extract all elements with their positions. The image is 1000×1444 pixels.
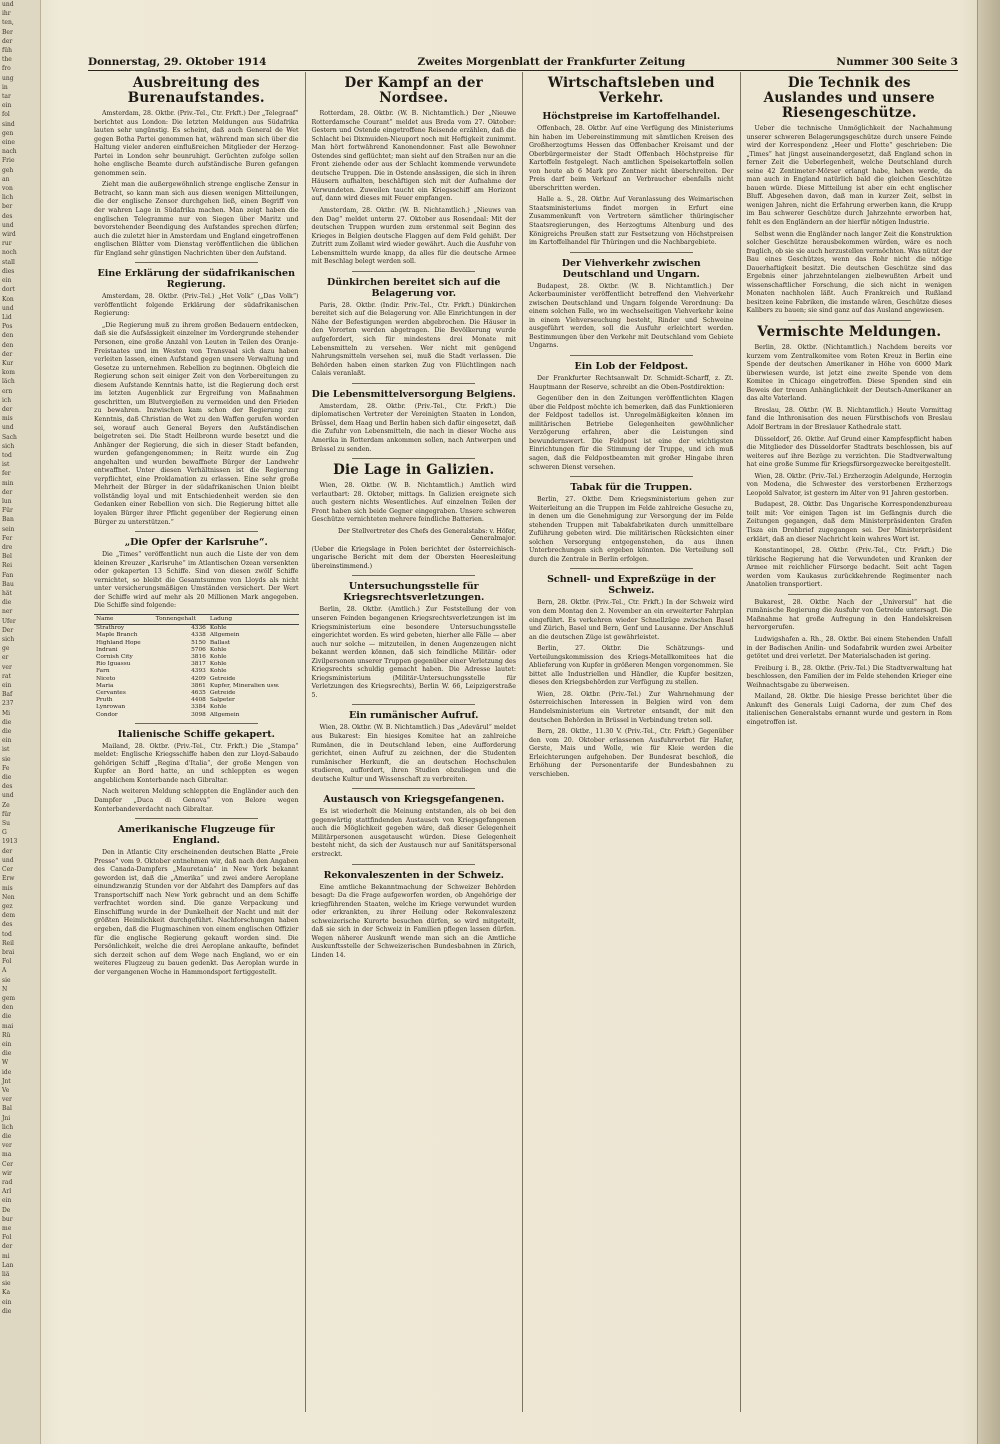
ship-name-cell: Farn [96, 668, 110, 675]
divider [352, 575, 475, 576]
adjacent-page-fragment: des [2, 921, 13, 929]
subheadline: Schnell- und Expreßzüge in der Schweiz. [547, 574, 716, 597]
adjacent-page-fragment: ein [2, 277, 12, 285]
article-paragraph: Rotterdam, 28. Oktbr. (W. B. Nichtamtlich.) Der „Nieuwe Rotterdamsche Courant“ meldet aus Breda vom 27. Oktober: Gestern und Ostende eingetroffene Reisende erzählen, daß die Schlacht bei Dixmuiden-Nieuport noch mit Heftigkeit zunimmt. Man hört fortwährend Kanonendonner. Fast alle Bewohner Ostendes sind geflüchtet; man sieht auf den Straßen nur an die Front ziehende oder aus der Schlacht kommende verwundete deutsche Truppen. Die in Ostende ansässigen, die sich in ihren Häusern aufhalten, beschäftigen sich mit der Aufnahme der Verwundeten. Zuweilen taucht ein Kriegsschiff am Horizont auf, dann wird dieses mit Feuer empfangen. [311, 110, 516, 203]
masthead-paper: Zweites Morgenblatt der Frankfurter Zeitung [417, 56, 686, 68]
adjacent-page-fragment: lun [2, 497, 12, 505]
adjacent-page-fragment: den [2, 332, 14, 340]
divider [570, 568, 693, 569]
adjacent-page-fragment: tod [2, 451, 12, 459]
headline: Wirtschaftsleben und Verkehr. [547, 75, 715, 106]
table-row [94, 625, 299, 633]
ship-cargo-cell: Salpeter [209, 697, 235, 704]
editor-note: (Ueber die Kriegslage in Polen berichtet der österreichisch-ungarische Bericht mit dem der Obersten Heeresleitung übereinstimmend.) [311, 545, 516, 570]
adjacent-page-fragment: rur [2, 240, 12, 248]
table-row [94, 661, 299, 668]
adjacent-page-fragment: ver [2, 663, 12, 671]
table-row [94, 640, 299, 647]
article-paragraph: Berlin, 27. Oktbr. Dem Kriegsministerium gehen zur Weiterleitung an die Truppen im Felde zahlreiche Gesuche zu, in denen um die Genehmigung zur Versorgung der im Felde stehenden Truppen mit Tabakfabrikaten durch unmittelbare Zuführung gebeten wird. Die militärischen Rücksichten einer solchen Versorgung entgegenstehen, da aus ihnen Unterbrechungen sich ergeben könnten. Die Verteilung soll durch die Zentrale in Berlin erfolgen. [529, 496, 734, 563]
article-paragraph: Den in Atlantic City erscheinenden deutschen Blatte „Freie Presse“ vom 9. Oktober entnehmen wir, daß nach den Angaben des Canada-Dampfers „Mauretania“ in New York bekannt geworden ist, daß die „Amerika“ und zwei andere Aeroplane einundzwanzig Stunden vor der Abfahrt des Dampfers auf das Transportschiff nach New York gebracht und an dem Schiffe verfrachtet worden sind. Die ganze Verpackung und Einschiffung wurde in der Dunkelheit der Nacht und mit der größten Heimlichkeit durchgeführt. Nachforschungen haben ergeben, daß die Flugmaschinen von einem englischen Offizier für die englische Regierung gekauft worden sind. Die Persönlichkeit, welche die drei Aeroplane ankaufte, befindet sich derzeit schon auf dem Wege nach England, wo er ein weiteres Flugzeug zu bauen gedenkt. Das Aeroplan wurde in der vergangenen Woche in Hammondsport fertiggestellt. [94, 849, 299, 976]
adjacent-page-fragment: tod [2, 930, 12, 938]
divider [570, 252, 693, 253]
divider [352, 704, 475, 705]
adjacent-page-fragment: gez [2, 902, 13, 910]
adjacent-page-fragment: und [2, 424, 14, 432]
article-paragraph: Eine amtliche Bekanntmachung der Schweizer Behörden besagt: Da die Frage aufgeworfen worden, ob Angehörige der kriegführenden Staaten, welche im Kriege verwundet wurden oder erkrankten, zu ihrer Heilung oder Rekonvaleszenz schweizerische Kurorte besuchen dürfen, so wird mitgeteilt, daß sie sich in der Schweiz in Familien pflegen lassen dürfen. Wegen näherer Auskunft wende man sich an die Amtliche Auskunftsstelle der Schweizerischen Bundesbahnen in Zürich, Linden 14. [311, 883, 516, 959]
ship-tonnage-cell: 4635 [191, 689, 206, 696]
adjacent-page-fragment: eine [2, 139, 15, 147]
adjacent-page-fragment: gem [2, 994, 16, 1002]
adjacent-page-fragment: kom [2, 369, 15, 377]
article-paragraph: Der Frankfurter Rechtsanwalt Dr. Schmidt-Scharff, z. Zt. Hauptmann der Reserve, schreibt an die Oben-Postdirektion: [529, 375, 734, 391]
article-paragraph: Nach weiteren Meldung schleppten die Engländer auch den Dampfer „Duca di Genova“ von Belore wegen Konterbandeverdacht nach Gibraltar. [94, 788, 299, 813]
ship-name-cell: Indrani [96, 646, 118, 653]
ship-tonnage-cell: 3384 [191, 704, 206, 711]
article-paragraph: Offenbach, 28. Oktbr. Auf eine Verfügung des Ministeriums hin haben im Uebereinstimmung mit sämtlichen Kreisen des Großherzogtums Hessen das Offenbacher Kreisamt und der Oberbürgermeister der Stadt Offenbach Höchstpreise für Kartoffeln festgelegt. Nach amtlichen Speisekartoffeln sollen von heute ab 6 Mark pro Zentner nicht überschreiten. Der Preis darf beim Verkauf an Verbraucher ebenfalls nicht überschritten werden. [529, 125, 734, 192]
adjacent-page-fragment: die [2, 599, 12, 607]
divider [570, 476, 693, 477]
adjacent-page-fragment: ge [2, 645, 10, 653]
adjacent-page-fragment: und [2, 304, 14, 312]
divider [788, 320, 911, 321]
table-row [94, 668, 299, 675]
adjacent-page-fragment: hät [2, 590, 12, 597]
article-paragraph: Berlin, 27. Oktbr. Die Schätzungs- und Verteilungskommission des Kriegs-Metallkomitees hat die Ablieferung von Kupfer in größeren Mengen vorgenommen. Sie bittet alle Industriellen und Händler, die Kupfer besitzen, dieses den Kriegsbehörden zur Verfügung zu stellen. [529, 645, 734, 687]
article-paragraph: Mailand, 28. Oktbr. (Priv.-Tel., Ctr. Frkft.) Die „Stampa“ meldet: Englische Kriegsschiffe haben den zur Lloyd-Sabaudo gehörigen Schiff „Regina d'Italia“, der große Mengen von Kupfer an Bord hatte, an und schleppten es wegen angeblichem Konterbande nach Gibraltar. [94, 742, 299, 784]
adjacent-page-fragment: fol [2, 111, 10, 119]
column-3 [523, 72, 741, 1412]
table-row [94, 690, 299, 697]
divider [352, 864, 475, 865]
adjacent-page-fragment: ich [2, 396, 12, 404]
article-paragraph: Berlin, 28. Oktbr. (Amtlich.) Zur Feststellung der von unseren Feinden begangenen Kriegsrechtsverletzungen ist im Kriegsministerium eine besondere Untersuchungsstelle eingerichtet worden. Es wird gebeten, hierher alle Fälle — aber auch nur solche — mitzuteilen, in denen Augenzeugen nicht bekannt werden können, daß sich feindliche Militär- oder Zivilpersonen unserer Truppen gegenüber einer Verletzung des Kriegsrechts schuldig gemacht haben. Die Adresse lautet: Kriegsministerium (Militär-Untersuchungsstelle für Verletzungen des Kriegsrechts), Berlin W. 66, Leipzigerstraße 5. [311, 606, 516, 699]
article-paragraph: Wien, 28. Oktbr. (W. B. Nichtamtlich.) Das „Adevărul“ meldet aus Bukarest: Ein hiesiges Komitee hat an zahlreiche Rumänen, die in Deutschland leben, eine Aufforderung gerichtet, einen Aufruf zu zeichnen, der die Studenten rumänischer Herkunft, die an deutschen Hochschulen studieren, auffordert, ihren Studien obzuliegen und die deutsche Kultur und Wissenschaft zu verbreiten. [311, 724, 516, 783]
divider [135, 818, 258, 819]
adjacent-page-fragment: Jnt [2, 1077, 11, 1085]
article-paragraph: Gegenüber den in den Zeitungen veröffentlichten Klagen über die Feldpost möchte ich bemerken, daß das Funktionieren der Feldpost tadellos ist. Unregelmäßigkeiten können im militärischen Betriebe Gelegenheiten gewöhnlicher Verzögerung erfahren, aber die Leistungen sind bewundernswert. Die Feldpost ist eine der wichtigsten Einrichtungen für die Stimmung der Truppe, und ich muß sagen, daß die Feldpostbeamten mit großer Hingabe ihren schweren Dienst versehen. [529, 395, 734, 471]
adjacent-page-fragment: der [2, 847, 13, 855]
adjacent-page-fragment: die [2, 728, 12, 736]
subheadline: Ein rumänischer Aufruf. [349, 710, 479, 722]
article-paragraph: Mailand, 28. Oktbr. Die hiesige Presse berichtet über die Ankunft des Generals Luigi Cadorna, der zum Chef des italienischen Generalstabs ernannt wurde und gestern in Rom eingetroffen ist. [746, 693, 952, 726]
ships-table [94, 614, 299, 719]
divider [135, 262, 258, 263]
adjacent-page-fragment: die [2, 1132, 12, 1140]
adjacent-page-fragment: ver [2, 1142, 12, 1150]
adjacent-page-fragment: brai [2, 948, 15, 956]
adjacent-page-fragment: ern [2, 387, 13, 395]
ship-tonnage-cell: 4408 [191, 697, 206, 704]
table-row [94, 712, 299, 719]
adjacent-page-fragment: mai [2, 1022, 14, 1030]
ship-name-cell: Lynrowan [96, 704, 126, 711]
adjacent-page-fragment: mis [2, 415, 13, 423]
table-row [94, 683, 299, 690]
ship-cargo-cell: Kohle [209, 668, 227, 675]
article-paragraph: „Die Regierung muß zu ihrem großen Bedauern entdecken, daß sie die Aufsässigkeit einzelner im Vordergrunde stehender Personen, eine große Anzahl von Leuten in Teilen des Oranje-Freistaates und im Westen von Transvaal sich dazu haben verleiten lassen, einen Aufstand gegen unsere Verwaltung und Gesetze zu unternehmen. Rebellion zu beginnen. Obgleich die Regierung schon seit einiger Zeit von den Vorbereitungen zu diesem Aufstande Kenntnis hatte, ist die Regierung doch erst im letzten Augenblick zur Ergreifung von Maßnahmen geschritten, um Blutvergießen zu vermeiden und den Frieden zu bewahren. Inzwischen kam schon der Regierung zur Kenntnis, daß Christian de Wet zu den Waffen gerufen worden sei, worauf auch General Beyers den Aufständischen beigetreten sei. Die Stadt Heilbronn wurde besetzt und die Anhänger der Regierung, die sich in dieser Stadt befanden, wurden gefangengenommen; in Reitz wurde ein Zug angehalten und wurden bewaffnete Bürger der Landwehr entwaffnet. Unter diesen Verhältnissen ist die Regierung verpflichtet, eine Proklamation zu erlassen. Eine sehr große Mehrheit der Bürger in der südafrikanischen Union bleibt vollständig loyal und mit Entschiedenheit werden sie den Gedanken einer Rebellion von sich. Die Regierung bittet alle loyalen Bürger ihrer Pflicht gegenüber der Regierung einen Bürger zu unterstützen.“ [94, 321, 299, 526]
adjacent-page-fragment: nach [2, 148, 17, 156]
article-paragraph: Bern, 28. Oktbr., 11.30 V. (Priv.-Tel., Ctr. Frkft.) Gegenüber den vom 20. Oktober erlassenen Ausfuhrverbot für Hafer, Gerste, Mais und Wolle, wie für Kleie werden die Erleichterungen aufgehoben. Der Bundesrat beschloß, die Erhöhung der Personentarife der Bundesbahnen zu verschieben. [529, 728, 734, 778]
headline: Vermischte Meldungen. [757, 324, 942, 341]
adjacent-page-fragment: mis [2, 884, 13, 892]
adjacent-page-fragment: tar [2, 93, 11, 101]
adjacent-page-fragment: wird [2, 231, 16, 239]
ship-cargo-cell: Ballast [209, 639, 231, 646]
headline: Ausbreitung des Burenaufstandes. [127, 75, 265, 106]
adjacent-page-fragment: min [2, 479, 14, 487]
ship-tonnage-cell: 3817 [191, 661, 206, 668]
table-header-row [94, 614, 299, 624]
adjacent-page-fragment: Nen [2, 893, 15, 901]
adjacent-page-fragment: mi [2, 1252, 10, 1260]
masthead [88, 50, 958, 71]
subheadline: Untersuchungsstelle für Kriegsrechtsverletzungen. [343, 581, 485, 604]
adjacent-page-fragment: ein [2, 102, 12, 110]
adjacent-page-fragment: Baf [2, 691, 13, 699]
adjacent-page-fragment: ein [2, 682, 12, 690]
adjacent-page-fragment: G [2, 829, 7, 837]
masthead-date: Donnerstag, 29. Oktober 1914 [88, 56, 267, 68]
adjacent-page-fragment: der [2, 1243, 13, 1251]
adjacent-page-fragment: ihr [2, 10, 11, 18]
adjacent-page-fragment: Kon [2, 295, 14, 303]
adjacent-page-fragment: geh [2, 166, 14, 174]
adjacent-page-fragment: liä [2, 1271, 10, 1279]
adjacent-page-fragment: von [2, 185, 13, 193]
adjacent-page-fragment: Ban [2, 516, 14, 524]
adjacent-page-fragment: dort [2, 286, 15, 294]
adjacent-page-fragment: füh [2, 47, 12, 55]
article-paragraph: Amsterdam, 28. Oktbr. (Priv.-Tel.) „Het Volk“ („Das Volk“) veröffentlicht folgende Erklärung der südafrikanischen Regierung: [94, 293, 299, 318]
adjacent-page-fragment: den [2, 1004, 14, 1012]
ship-tonnage-cell: 5150 [191, 639, 206, 646]
adjacent-page-fragment: ung [2, 74, 14, 82]
adjacent-page-fragment: ein [2, 1040, 12, 1048]
adjacent-page-fragment: und [2, 221, 14, 229]
divider [352, 788, 475, 789]
adjacent-page-fragment: ein [2, 1197, 12, 1205]
ship-name-cell: Niceto [96, 675, 116, 682]
adjacent-page-fragment: fro [2, 65, 11, 73]
adjacent-page-fragment: Bal [2, 1105, 12, 1113]
ship-cargo-cell: Kohle [209, 704, 227, 711]
subheadline: Amerikanische Flugzeuge für England. [117, 824, 275, 847]
adjacent-page-fragment: dies [2, 267, 15, 275]
adjacent-page-fragment: Fol [2, 1234, 12, 1242]
ship-cargo-cell: Kohle [209, 653, 227, 660]
adjacent-page-fragment: ist [2, 746, 10, 754]
ship-tonnage-cell: 3098 [191, 711, 206, 718]
ship-cargo-cell: Kohle [209, 661, 227, 668]
article-paragraph: Budapest, 28. Oktbr. Das Ungarische Korrespondenzbureau teilt mit: Vor einigen Tagen ist im Gefängnis durch die Zeitungen gegangen, daß dem Ministerpräsidenten Grafen Tisza ein Drohbrief zugegangen sei. Der Ministerpräsident erklärt, daß an dieser Nachricht kein wahres Wort ist. [746, 501, 952, 543]
subheadline: Tabak für die Truppen. [570, 482, 693, 494]
ship-name-cell: Maple Branch [96, 632, 138, 639]
adjacent-page-fragment: Der [2, 626, 14, 634]
adjacent-page-fragment: gen [2, 129, 14, 137]
adjacent-page-fragment: Arl [2, 1188, 12, 1196]
table-header-cargo: Ladung [208, 614, 299, 624]
article-paragraph: Bern, 28. Oktbr. (Priv.-Tel., Ctr. Frkft.) In der Schweiz wird von dem Montag den 2. November an ein erweiterter Fahrplan eingeführt. Es verkehren wieder Schnellzüge zwischen Basel und Zürich, Basel und Bern, Genf und Lausanne. Der Anschluß an die deutschen Züge ist gewährleistet. [529, 599, 734, 641]
table-row [94, 654, 299, 661]
adjacent-page-fragment: fer [2, 470, 11, 478]
adjacent-page-fragment: Cer [2, 1160, 14, 1168]
adjacent-page-fragment: die [2, 718, 12, 726]
adjacent-page-fragment: ein [2, 1298, 12, 1306]
adjacent-page-fragment: ma [2, 1151, 12, 1159]
subheadline: Dünkirchen bereitet sich auf die Belagerung vor. [327, 276, 501, 299]
ship-tonnage-cell: 4209 [191, 675, 206, 682]
adjacent-page-fragment: Jni [2, 1114, 11, 1122]
ship-name-cell: Cornish City [96, 653, 133, 660]
adjacent-page-fragment: Su [2, 820, 10, 828]
adjacent-page-fragment: N [2, 985, 8, 993]
table-row [94, 697, 299, 704]
divider [570, 355, 693, 356]
adjacent-page-fragment: 1913 [2, 838, 18, 846]
adjacent-page-strip [0, 0, 41, 1444]
ship-tonnage-cell: 4336 [191, 625, 206, 632]
article-paragraph: Ludwigshafen a. Rh., 28. Oktbr. Bei einem Stehenden Unfall in der Badischen Anilin- und Sodafabrik wurden zwei Arbeiter getötet und drei verletzt. Der Materialschaden ist gering. [746, 635, 952, 661]
ship-tonnage-cell: 4338 [191, 632, 206, 639]
adjacent-page-fragment: Ufer [2, 617, 16, 625]
adjacent-page-fragment: noch [2, 249, 17, 257]
adjacent-page-fragment: sich [2, 442, 15, 450]
adjacent-page-fragment: des [2, 783, 13, 791]
adjacent-page-fragment: sie [2, 755, 11, 763]
adjacent-page-fragment: Bel [2, 553, 12, 561]
adjacent-page-fragment: Rei [2, 562, 12, 570]
article-paragraph: Halle a. S., 28. Oktbr. Auf Veranlassung des Weimarischen Staatsministeriums findet morgen in Erfurt eine Zusammenkunft von Vertretern sämtlicher thüringischer Staatsregierungen, des Herzogtums Altenburg und des Königreichs Preußen statt zur Festsetzung von Höchstpreisen im Kartoffelhandel für Thüringen und die Nachbargebiete. [529, 196, 734, 247]
adjacent-page-fragment: A [2, 967, 7, 975]
divider [352, 383, 475, 384]
adjacent-page-fragment: dre [2, 543, 13, 551]
adjacent-page-fragment: die [2, 774, 12, 782]
adjacent-page-fragment: für [2, 810, 11, 818]
subheadline: Ein Lob der Feldpost. [574, 361, 689, 373]
adjacent-page-fragment: stall [2, 258, 15, 266]
adjacent-page-fragment: Cer [2, 866, 14, 874]
table-row [94, 632, 299, 639]
adjacent-page-fragment: Fan [2, 571, 14, 579]
adjacent-page-fragment: lich [2, 1123, 14, 1131]
column-2 [306, 72, 524, 1412]
headline: Die Technik des Auslandes und unsere Riesengeschütze. [763, 75, 935, 121]
adjacent-page-fragment: die [2, 1307, 12, 1315]
adjacent-page-fragment: sein [2, 525, 15, 533]
article-paragraph: Selbst wenn die Engländer nach langer Zeit die Konstruktion solcher Geschütze herausbekommen würden, wäre es noch fraglich, ob sie sie auch herzustellen vermöchten. Was nützt der Bau eines Geschützes, wenn das Rohr nicht die nötige Dauerhaftigkeit besitzt. Die deutschen Geschütze sind das Ergebnis einer jahrzehntelangen zielbewußten Arbeit und wissenschaftlicher Forschung, die sich nicht in wenigen Monaten nachholen läßt. Auch Frankreich und Rußland besitzen keine Fabriken, die imstande wären, Geschütze dieses Kalibers zu bauen; sie sind ganz auf das Ausland angewiesen. [746, 230, 952, 315]
divider [788, 594, 911, 595]
ship-name-cell: Strathroy [96, 625, 125, 632]
ship-cargo-cell: Allgemein [209, 711, 240, 718]
article-paragraph: Breslau, 28. Oktbr. (W. B. Nichtamtlich.) Heute Vormittag fand die Inthronisation des neuen Fürstbischofs von Breslau Adolf Bertram in der Breslauer Kathedrale statt. [746, 406, 952, 431]
ship-cargo-cell: Kupfer, Mineralien usw. [209, 682, 280, 689]
adjacent-page-fragment: den [2, 341, 14, 349]
article-paragraph: Wien, 28. Oktbr. (Priv.-Tel.) Zur Wahrnehmung der österreichischen Interessen in Belgien wird von dem Handelsministerium ein Vertreter entsandt, der mit den deutschen Behörden in Brüssel in Verbindung treten soll. [529, 690, 734, 724]
adjacent-page-fragment: De [2, 1206, 11, 1214]
adjacent-page-fragment: rad [2, 1179, 13, 1186]
article-paragraph: Zieht man die außergewöhnlich strenge englische Zensur in Betracht, so kann man sich aus diesen wenigen Mitteilungen, die der englische Zensor durchgehen ließ, einen Begriff von der wahren Lage in Südafrika machen. Man zeigt haben die englischen Telegramme nur von Siegen über Maritz und bevorstehender Beendigung des Aufstandes sprechen dürfen; auch die zuletzt hier in Amsterdam und England eingetroffenen englischen Blätter vom Dienstag veröffentlichen die üblichen für England sehr günstigen Nachrichten über den Aufstand. [94, 181, 299, 257]
adjacent-page-fragment: ein [2, 737, 12, 745]
adjacent-page-fragment: Rü [2, 1031, 11, 1039]
table-header-tonnage: Tonnengehalt [154, 614, 208, 624]
adjacent-page-fragment: sind [2, 120, 15, 128]
ship-cargo-cell: Allgemein [209, 632, 240, 639]
article-paragraph: Freiburg i. B., 28. Oktbr. (Priv.-Tel.) Die Stadtverwaltung hat beschlossen, den Familien der im Felde stehenden Krieger eine Weihnachtsgabe zu überweisen. [746, 664, 952, 689]
table-row [94, 647, 299, 654]
subheadline: Rekonvaleszenten in der Schweiz. [323, 869, 504, 881]
ship-tonnage-cell: 5706 [191, 646, 206, 653]
adjacent-page-fragment: Erw [2, 875, 15, 883]
adjacent-page-fragment: Ze [2, 801, 10, 809]
adjacent-page-fragment: der [2, 488, 13, 496]
table-header-name: Name [94, 614, 154, 624]
adjacent-page-fragment: Fe [2, 764, 10, 772]
article-paragraph: Düsseldorf, 26. Oktbr. Auf Grund einer Kampfespflicht haben die Mitglieder des Düsseldorfer Stadtrats beschlossen, bis auf weiteres auf ihre Bezüge zu verzichten. Die Stadtverwaltung hat eine große Summe für Kriegsfürsorgezwecke bereitgestellt. [746, 435, 952, 469]
adjacent-page-fragment: ner [2, 608, 13, 616]
adjacent-page-fragment: ver [2, 1096, 12, 1104]
divider [352, 458, 475, 459]
article-paragraph: Budapest, 28. Oktbr. (W. B. Nichtamtlich.) Der Ackerbauminister veröffentlicht betreffend den Viehverkehr zwischen Deutschland und Ungarn folgende Verordnung: Da einem solchen Falle, wo im wechselseitigen Viehverkehr keine in einem Viehverseuchung besteht, Rinder und Schweine ausgeführt werden, soll die Ausfuhr erleichtert werden. Bestimmungen über den Verkehr mit Deutschland vom Gebiete Ungarns. [529, 282, 734, 350]
ship-tonnage-cell: 3816 [191, 653, 206, 660]
ship-cargo-cell: Kohle [209, 646, 227, 653]
divider [135, 723, 258, 724]
ship-name-cell: Condor [96, 711, 118, 718]
adjacent-page-fragment: an [2, 175, 10, 183]
article-paragraph: Wien, 28. Oktbr. (Priv.-Tel.) Erzherzogin Adelgunde, Herzogin von Modena, die Schwester des verstorbenen Erzherzogs Leopold Salvator, ist gestern im Alter von 91 Jahren gestorben. [746, 472, 952, 497]
headline: Der Kampf an der Nordsee. [344, 75, 483, 106]
adjacent-page-fragment: Pos [2, 323, 13, 331]
ship-name-cell: Pruth [96, 697, 113, 704]
article-paragraph: Wien, 28. Oktbr. (W. B. Nichtamtlich.) Amtlich wird verlautbart: 28. Oktober, mittags. In Galizien ereignete sich auch gestern nichts Wesentliches. Auf einzelnen Teilen der Front haben sich beide Gegner eingegraben. Unsere schweren Geschütze vernichteten mehrere feindliche Batterien. [311, 482, 516, 524]
adjacent-page-fragment: dem [2, 912, 16, 920]
article-paragraph: Bukarest, 28. Oktbr. Nach der „Universul“ hat die rumänische Regierung die Ausfuhr von Getreide untersagt. Die Maßnahme hat große Aufregung in den Handelskreisen hervorgerufen. [746, 598, 952, 632]
adjacent-page-fragment: Lid [2, 313, 12, 321]
article-paragraph: Amsterdam, 28. Oktbr. (W. B. Nichtamtlich.) „Nieuws van den Dag“ meldet unterm 27. Oktober aus Rosendaal: Mit der deutschen Truppen wurden zum erstenmal seit Beginn des Krieges in Belgien deutsche Flaggen auf dem Feld gehißt. Der Zutritt zum Zollamt wird wieder gewährt. Auch die Ausfuhr von Lebensmitteln wurde knapp, da alles für die deutsche Armee mit Beschlag belegt werden soll. [311, 207, 516, 266]
adjacent-page-fragment: lich [2, 194, 14, 202]
article-paragraph: Die „Times“ veröffentlicht nun auch die Liste der von dem kleinen Kreuzer „Karlsruhe“ im Atlantischen Ozean versenkten oder gekaperten 13 Schiffe. Sind von diesen zwölf Schiffe vernichtet, so bleibt die Gesamtsumme von Lloyds als nicht unter versicherungsmäßigen Umständen versichert. Der Wert der Schiffe wird auf mehr als 20 Millionen Mark angegeben. Die Schiffe sind folgende: [94, 551, 299, 610]
table-row [94, 676, 299, 683]
article-paragraph: Konstantinopel, 28. Oktbr. (Priv.-Tel., Ctr. Frkft.) Die türkische Regierung hat die Verwundeten und Kranken der Armee mit reichlicher Fürsorge bedacht. Seit acht Tagen werden vom Kaukasus zurückkehrende Regimenter nach Anatolien transportiert. [746, 547, 952, 589]
divider [352, 271, 475, 272]
adjacent-page-fragment: und [2, 792, 14, 800]
adjacent-page-fragment: Fol [2, 958, 12, 966]
adjacent-page-fragment: der [2, 405, 13, 413]
article-paragraph: Berlin, 28. Oktbr. (Nichtamtlich.) Nachdem bereits vor kurzem vom Zentralkomitee vom Roten Kreuz in Berlin eine Spende der deutschen Amerikaner in Höhe von 6000 Mark überwiesen wurde, ist jetzt eine zweite Spende von dem Komitee in Chicago eingetroffen. Diese Spenden sind ein Beweis der treuen Anhänglichkeit der Deutsch-Amerikaner an das alte Vaterland. [746, 344, 952, 403]
adjacent-page-fragment: Reil [2, 939, 14, 947]
book-edge [977, 0, 1000, 1444]
ship-cargo-cell: Kohle [209, 625, 227, 632]
adjacent-page-fragment: und [2, 856, 14, 864]
column-1 [88, 72, 306, 1412]
adjacent-page-fragment: und [2, 1, 14, 8]
adjacent-page-fragment: sich [2, 636, 15, 644]
signature: Der Stellvertreter des Chefs des Generalstabs: v. Höfer, Generalmajor. [337, 527, 516, 542]
ship-tonnage-cell: 4393 [191, 668, 206, 675]
subheadline: Höchstpreise im Kartoffelhandel. [542, 111, 721, 122]
adjacent-page-fragment: me [2, 1225, 12, 1233]
adjacent-page-fragment: bur [2, 1215, 13, 1223]
column-4 [741, 72, 959, 1412]
subheadline: Die Lebensmittelversorgung Belgiens. [311, 388, 516, 400]
adjacent-page-fragment: der [2, 350, 13, 358]
ship-name-cell: Maria [96, 682, 114, 689]
adjacent-page-fragment: läch [2, 378, 15, 386]
adjacent-page-fragment: Ber [2, 28, 13, 36]
adjacent-page-fragment: Für [2, 507, 13, 515]
adjacent-page-fragment: Lan [2, 1261, 14, 1269]
adjacent-page-fragment: Mi [2, 709, 11, 717]
adjacent-page-fragment: ber [2, 203, 13, 211]
masthead-number: Nummer 300 Seite 3 [836, 56, 958, 68]
adjacent-page-fragment: sie [2, 976, 11, 984]
article-paragraph: Amsterdam, 28. Oktbr. (Priv.-Tel., Ctr. Frkft.) Der „Telegraaf“ berichtet aus London: Die letzten Meldungen aus Südafrika lauten sehr ungünstig. Es scheint, daß auch General de Wet gegen Botha Partei genommen hat, während man sich über die Haltung vieler anderen einflußreichen Mitglieder der Herzog-Partei in London sehr beunruhigt. Gerüchten zufolge sollen hohe englische Beamte durch aufständische Buren gefangen genommen sein. [94, 110, 299, 177]
ships-table-body [94, 625, 299, 719]
subheadline: Der Viehverkehr zwischen Deutschland und Ungarn. [561, 257, 701, 280]
ship-tonnage-cell: 3861 [191, 682, 206, 689]
adjacent-page-fragment: ide [2, 1068, 12, 1076]
adjacent-page-fragment: die [2, 1013, 12, 1021]
adjacent-page-fragment: der [2, 37, 13, 45]
adjacent-page-fragment: ist [2, 461, 10, 469]
subheadline: Eine Erklärung der südafrikanischen Regierung. [97, 268, 295, 291]
adjacent-page-fragment: sie [2, 1280, 11, 1288]
ship-name-cell: Highland Hope [96, 639, 141, 646]
adjacent-page-fragment: Ve [2, 1086, 10, 1094]
headline: Die Lage in Galizien. [333, 462, 495, 479]
adjacent-page-fragment: rat [2, 672, 11, 680]
adjacent-page-fragment: die [2, 1050, 12, 1058]
subheadline: „Die Opfer der Karlsruhe“. [124, 537, 268, 549]
adjacent-page-fragment: the [2, 56, 12, 64]
adjacent-page-fragment: Kur [2, 359, 14, 367]
article-paragraph: Amsterdam, 28. Oktbr. (Priv.-Tel., Ctr. Frkft.) Die diplomatischen Vertreter der Vereinigten Staaten in London, Brüssel, dem Haag und Berlin haben sich dafür eingesetzt, daß die Zufuhr von Lebensmitteln, die nach in dieser Woche aus Amerika in Rotterdam ankommen sollen, nach Antwerpen und Brüssel zu senden. [311, 402, 516, 453]
adjacent-page-fragment: Ka [2, 1289, 11, 1297]
adjacent-page-fragment: Frie [2, 157, 15, 165]
article-paragraph: Es ist wiederholt die Meinung entstanden, als ob bei den gegenwärtig stattfindenden Austausch von Kriegsgefangenen auch die Möglichkeit gegeben wäre, daß dieser Gelegenheit Militärpersonen ausgetauscht würden. Diese Gelegenheit besteht nicht, da sich der Austausch nur auf Sanitätspersonal erstreckt. [311, 808, 516, 858]
table-row [94, 704, 299, 711]
adjacent-page-fragment: in [2, 83, 8, 91]
adjacent-page-fragment: er [2, 654, 9, 662]
ship-cargo-cell: Getreide [209, 675, 236, 682]
adjacent-page-fragment: Fer [2, 534, 13, 542]
ship-name-cell: Cervantes [96, 689, 126, 696]
article-paragraph: Paris, 28. Oktbr. (Indir. Priv.-Tel., Ctr. Frkft.) Dünkirchen bereitet sich auf die Belagerung vor. Alle Einrichtungen in der Nähe der Befestigungen werden abgebrochen. Die Häuser in den Vororten werden abgetragen. Die Bevölkerung wurde aufgefordert, sich für mindestens drei Monate mit Lebensmitteln zu versehen. Wer nicht mit genügend Nahrungsmitteln versehen sei, muß die Stadt verlassen. Die Behörden haben einen starken Zug von Flüchtlingen nach Calais veranlaßt. [311, 301, 516, 378]
adjacent-page-fragment: des [2, 212, 13, 220]
ship-cargo-cell: Getreide [209, 689, 236, 696]
adjacent-page-fragment: 237 [2, 700, 14, 708]
adjacent-page-fragment: Sach [2, 433, 17, 441]
adjacent-page-fragment: wir [2, 1169, 12, 1177]
article-paragraph: Ueber die technische Unmöglichkeit der Nachahmung unserer schweren Belagerungsgeschütze durch unsere Feinde wird der Korrespondenz „Heer und Flotte“ geschrieben: Die „Times“ hat jüngst auseinandergesetzt, daß England schon in ferner Zeit die Ueberlegenheit, welche Deutschland durch seine 42 Zentimeter-Mörser erlangt habe, haben werde, da man auch in England natürlich bald die gleichen Geschütze bauen würde. Diese Mitteilung ist aber ein echt englischer Bluff. Abgesehen davon, daß man in kurzer Zeit, selbst in wenigen Jahren, nicht die Erfahrung erwerben kann, die Krupp im Bau schwerer Geschütze durch Jahrzehnte erworben hat, fehlt es den Engländern an der hierfür nötigen Industrie. [746, 125, 952, 227]
adjacent-page-fragment: ten, [2, 19, 14, 27]
subheadline: Italienische Schiffe gekapert. [117, 728, 275, 740]
columns [88, 72, 958, 1412]
ship-name-cell: Rio Iguassu [96, 661, 131, 668]
adjacent-page-fragment: Bau [2, 580, 14, 588]
adjacent-page-fragment: W [2, 1059, 9, 1067]
subheadline: Austausch von Kriegsgefangenen. [323, 794, 505, 806]
divider [135, 531, 258, 532]
